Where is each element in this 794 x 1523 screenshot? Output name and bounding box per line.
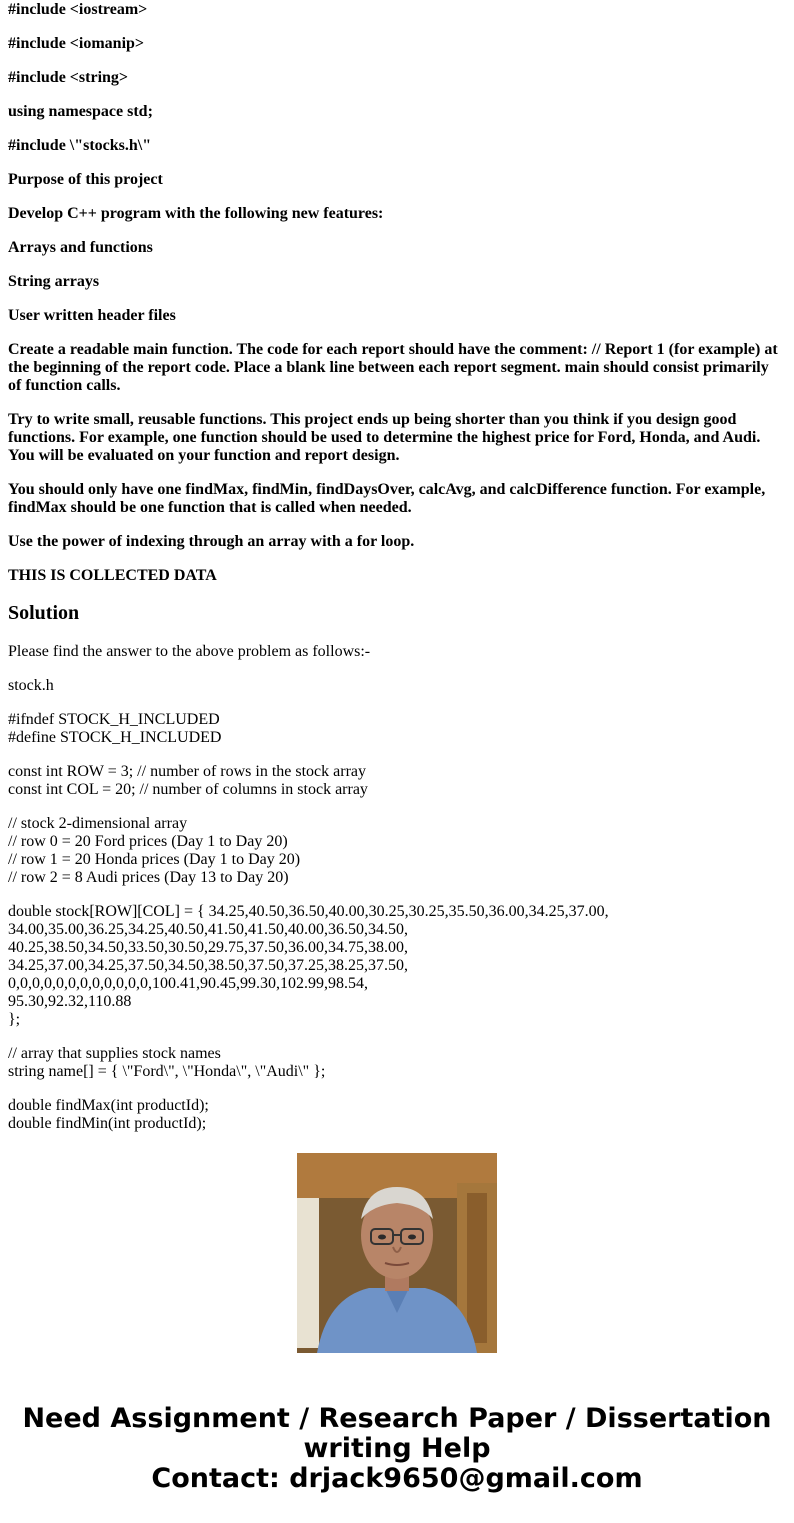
answer-intro: Please find the answer to the above problem as follows:- xyxy=(8,643,371,660)
question-line: THIS IS COLLECTED DATA xyxy=(8,567,217,584)
answer-filename: stock.h xyxy=(8,677,54,694)
avatar-portrait-image xyxy=(297,1153,497,1353)
question-line: Use the power of indexing through an array with a for loop. xyxy=(8,533,415,550)
code-block: double findMax(int productId); double findMin(int productId); xyxy=(8,1097,209,1132)
question-line: #include <iostream> xyxy=(8,1,148,18)
question-line: #include <string> xyxy=(8,69,129,86)
question-line: Purpose of this project xyxy=(8,171,163,188)
code-block: double stock[ROW][COL] = { 34.25,40.50,36.50,40.00,30.25,30.25,35.50,36.00,34.25,37.00, 34.00,35.00,36.25,34.25,40.50,41.50,41.50,40.00,36.50,34.50, 40.25,38.50,34.50,33.50,30.50,29.75,37.50,36.00,34.75,38.00, 34.25,37.00,34.25,37.50,34.50,38.50,37.50,37.25,38.25,37.50, 0,0,0,0,0,0,0,0,0,0,0,0,100.41,90.45,99.30,102.99,98.54, 95.30,92.32,110.88 }; xyxy=(8,903,609,1028)
contact-email-text: Contact: drjack9650@gmail.com xyxy=(151,1463,643,1494)
code-block: // stock 2-dimensional array // row 0 = 20 Ford prices (Day 1 to Day 20) // row 1 = 20 Honda prices (Day 1 to Day 20) // row 2 = 8 Audi prices (Day 13 to Day 20) xyxy=(8,815,301,886)
question-line: String arrays xyxy=(8,273,100,290)
question-line: #include \"stocks.h\" xyxy=(8,137,152,154)
avatar xyxy=(297,1153,497,1353)
question-paragraph: Try to write small, reusable functions. This project ends up being shorter than you think if you design good functions. For example, one function should be used to determine the highest price for Ford, Honda, and Audi. You will be evaluated on your function and report design. xyxy=(8,411,761,464)
document-body xyxy=(8,0,780,1132)
question-paragraph: You should only have one findMax, findMin, findDaysOver, calcAvg, and calcDifference function. For example, findMax should be one function that is called when needed. xyxy=(8,481,766,516)
question-line: using namespace std; xyxy=(8,103,153,120)
code-block: #ifndef STOCK_H_INCLUDED #define STOCK_H_INCLUDED xyxy=(8,711,222,746)
question-line: User written header files xyxy=(8,307,176,324)
question-paragraph: Create a readable main function. The code for each report should have the comment: // Report 1 (for example) at the beginning of the report code. Place a blank line between each report segment. main should consist primarily of function calls. xyxy=(8,341,778,394)
code-block: // array that supplies stock names string name[] = { \"Ford\", \"Honda\", \"Audi\" }; xyxy=(8,1045,326,1080)
question-line: Develop C++ program with the following new features: xyxy=(8,205,384,222)
help-banner-text: Need Assignment / Research Paper / Dissertation writing Help xyxy=(22,1403,772,1464)
question-line: #include <iomanip> xyxy=(8,35,145,52)
solution-heading: Solution xyxy=(8,602,80,624)
contact-banner xyxy=(0,1404,794,1494)
code-block: const int ROW = 3; // number of rows in the stock array const int COL = 20; // number of columns in stock array xyxy=(8,763,368,798)
question-line: Arrays and functions xyxy=(8,239,153,256)
